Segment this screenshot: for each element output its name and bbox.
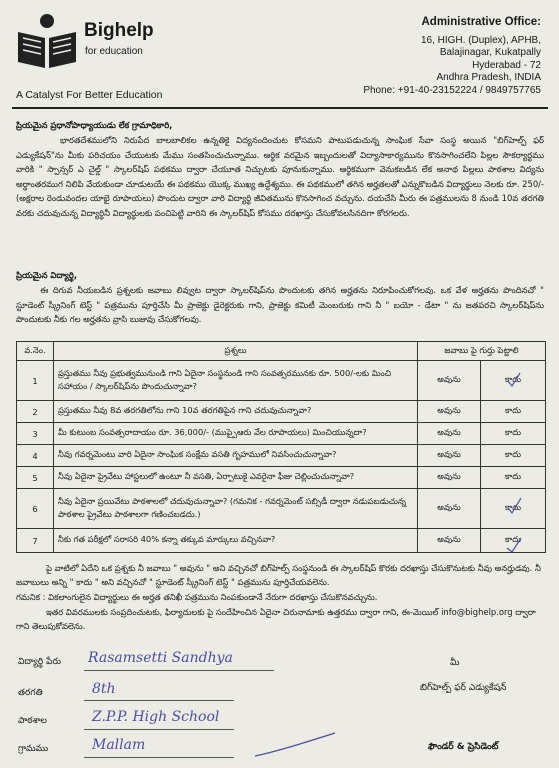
- paragraph-instructions: ఈ దిగువ నీయబడిన ప్రశ్నలకు జవాబు లివ్వుట ద్వారా స్కాలర్‌షిప్‌ను పొందుటకు తగిన అర్హతను నిరూపించుకోగలవు. ఒక వేళ అర్హతను పొందినచో " స్టూడెంట్ స్క్రీనింగ్ టెస్ట్ " పత్రమును పూర్తిచేసి మీ ప్రాజెక్టు డైరెక్టరుకు గాని, ప్రాజెక్టు కమిటీ మెంబరుకు గాని నీ " బయో - డేటా " ను జతపరచి స్కాలర్‌షిప్‌ను పొందుటకు నీకు గల అర్హతను వ్రాసి బుజువు చేసుకోగలవు.: [16, 285, 544, 325]
- row-question: నీవు గవర్నమెంటు వారి ఏదైనా సాంఘిక సంక్షేమ వసతి గృహములో నివసించుచున్నావా?: [54, 445, 418, 467]
- col-answer-header: జవాబు పై గుర్తు పెట్టాలి: [418, 342, 546, 361]
- signature-stroke-icon: [250, 730, 340, 760]
- no-option[interactable]: కాదు: [481, 467, 546, 489]
- table-row: [17, 529, 546, 553]
- row-number: 6: [17, 489, 54, 529]
- signoff-founder: ఫౌండర్ & ప్రెసిడెంట్: [428, 742, 499, 752]
- table-row: [17, 423, 546, 445]
- row-question: ప్రస్తుతము నీవు ప్రభుత్వమునుండి గాని ఏదైనా సంస్థనుండి గాని సంవత్సరమునకు రూ. 500/-లకు మించి సహాయం / స్కాలర్‌షిప్‌ను పొందుచున్నావా?: [54, 361, 418, 401]
- eligibility-table: [16, 341, 546, 553]
- office-title: Administrative Office:: [421, 16, 541, 28]
- school-underline: [84, 729, 234, 730]
- yes-option[interactable]: అవును: [418, 529, 481, 553]
- row-number: 2: [17, 401, 54, 423]
- tagline: A Catalyst For Better Education: [16, 89, 163, 101]
- signoff-yours: మీ: [450, 658, 460, 668]
- office-address: [311, 16, 541, 98]
- student-name-value[interactable]: Rasamsetti Sandhya: [88, 650, 233, 666]
- school-label: పాఠశాల: [18, 716, 47, 726]
- village-underline: [84, 757, 234, 758]
- table-row: [17, 361, 546, 401]
- office-phone: Phone: +91-40-23152224 / 9849757765: [363, 84, 541, 96]
- signoff-org: బిగ్‌హెల్ప్ ఫర్ ఎడ్యుకేషన్: [420, 683, 507, 693]
- col-number-header: వ.నెం.: [17, 342, 54, 361]
- no-option[interactable]: కాదు: [481, 445, 546, 467]
- school-value[interactable]: Z.P.P. High School: [92, 709, 220, 725]
- no-option[interactable]: కాదు: [481, 529, 546, 553]
- village-label: గ్రామము: [18, 744, 49, 754]
- salutation-headmaster: [16, 118, 544, 133]
- no-option[interactable]: కాదు: [481, 489, 546, 529]
- header-divider: [12, 107, 548, 109]
- yes-option[interactable]: అవును: [418, 401, 481, 423]
- table-row: [17, 489, 546, 529]
- no-option[interactable]: కాదు: [481, 401, 546, 423]
- row-question: ప్రస్తుతము నీవు 8వ తరగతిలోను గాని 10వ తరగతిపైన గాని చదువుచున్నావా?: [54, 401, 418, 423]
- salutation2-text: ప్రియమైన విద్యార్థి,: [16, 270, 78, 280]
- class-value[interactable]: 8th: [92, 681, 116, 697]
- brand-subtitle: for education: [85, 46, 143, 57]
- table-row: [17, 445, 546, 467]
- office-line: 16, HIGH. (Duplex), APHB,: [420, 34, 541, 46]
- paragraph-intro: భారతదేశములోని నిరుపేద బాలబాలికల ఉన్నతికై విద్యనందించుట కోసమని పాటుపడుచున్న సాంఘిక సేవా సంస్థ అయిన "బిగ్‌హెల్ప్ ఫర్ ఎడ్యుకేషన్"ను మీకు పరిచయం చేయుటకు మేము సంతసించుచున్నాము. ఆర్థిక వరమైన ఇబ్బందులతో విద్యాసాకార్యమును కొనసాగించలేని పిల్లల సౌకర్యార్థము వారికి " స్పాన్సర్ ఎ చైల్డ్ " స్కాలర్‌షిప్ పథకము ద్వారా చేయూత నిచ్చుటకు పూనుకున్నాము. ఆర్థికముగా వెనుకబడిన లేక అనాథ పిల్లలు పాఠశాల విద్యను అర్థాంతరముగ నిలిపి వేయకుండా చూడుటయే ఈ పథకము యొక్క ముఖ్య ఉద్దేశ్యము. ఈ పథకములో తగిన అర్హతలతో ఎన్నుకొబడిన విద్యార్థులు నెలకు రూ. 250/- (అక్షరాల రెండువందల యాభై రూపాయలు) పొందుట ద్వారా వారి విద్యార్థి జీవితమును కొనసాగించ వచ్చును. దయచేసి మీరు ఈ పత్రములను 8 నుండి 10వ తరగతి వరకు చదువుచున్న విద్యార్థినీ విద్యార్థులకు పంచిపెట్టి వారిని ఈ స్కాలర్‌షిప్ కోసము దరఖాస్తు చేసుకోవలసినదిగా కోరగలరు.: [16, 135, 544, 218]
- yes-option[interactable]: అవును: [418, 361, 481, 401]
- yes-option[interactable]: అవును: [418, 423, 481, 445]
- note-contact: ఇతర వివరములకు సంప్రదించుటకు, ఫిర్యాదులకు పై సందేహించిన ఏదైనా చిరునామాకు ఉత్తరము ద్వారా గాని, ఈ-మెయిల్ info@bighelp.org ద్వారా గాని తెలుపుకోవలెను.: [16, 607, 536, 632]
- yes-option[interactable]: అవును: [418, 489, 481, 529]
- yes-option[interactable]: అవును: [418, 445, 481, 467]
- office-line: Andhra Pradesh, INDIA: [436, 72, 541, 84]
- row-question: నీవు ఏదైనా ప్రైవేటు హాస్టలులో ఉంటూ నీ వసతి, ఏర్పాటుకై ఎవరైనా ఫీజు చెల్లించుచున్నావా?: [54, 467, 418, 489]
- note-eligibility: పై వాటిలో ఏదేని ఒక ప్రశ్నకు నీ జవాబు " అవును " అని వచ్చినచో బిగ్‌హెల్ప్ సంస్థనుండి ఈ స్కాలర్‌షిప్ కొరకు దరఖాస్తు చేసుకొనుటకు నీవు అనర్హుడవు. నీ జవాబులు అన్ని " కాదు " అని వచ్చినచో " స్టూడెంట్ స్క్రీనింగ్ టెస్ట్ " పత్రమును పూర్తిచేయవలెను.: [16, 563, 541, 588]
- village-value[interactable]: Mallam: [92, 737, 146, 753]
- row-number: 1: [17, 361, 54, 401]
- yes-option[interactable]: అవును: [418, 467, 481, 489]
- note-disabled: గమనిక : వికలాంగులైన విద్యార్థులు ఈ అర్హత తనిఖీ పత్రమును నింపకుండానే నేరుగా దరఖాస్తు చేసుకొనవచ్చును.: [16, 592, 378, 602]
- name-underline: [84, 670, 274, 671]
- table-header-row: [17, 342, 546, 361]
- row-question: నీకు గత పరీక్షలో సరాసరి 40% కన్నా తక్కువ మార్కులు వచ్చినవా?: [54, 529, 418, 553]
- no-option[interactable]: కాదు: [481, 423, 546, 445]
- student-name-label: విద్యార్థి పేరు: [18, 657, 61, 667]
- salutation-student: [16, 268, 544, 283]
- no-option[interactable]: కాదు: [481, 361, 546, 401]
- office-line: Balajinagar, Kukatpally: [439, 47, 541, 59]
- row-number: 7: [17, 529, 54, 553]
- row-number: 4: [17, 445, 54, 467]
- col-question-header: ప్రశ్నలు: [54, 342, 418, 361]
- office-line: Hyderabad - 72: [472, 59, 541, 71]
- table-row: [17, 467, 546, 489]
- row-question: నీవు ఏదైనా ప్రయివేటు పాఠశాలలో చదువుచున్నావా? (గమనిక - గవర్నమెంట్ సబ్సిడీ ద్వారా నడుపబడుచున్న పాఠశాల ప్రైవేటు పాఠశాలగా గణించబడదు.): [54, 489, 418, 529]
- book-person-logo-icon: [16, 12, 78, 70]
- table-row: [17, 401, 546, 423]
- salutation-text: ప్రియమైన ప్రధానోపాధ్యాయుడు లేక గ్రామాధికారి,: [16, 120, 173, 130]
- class-underline: [84, 700, 234, 701]
- row-question: మీ కుటుంబ సంవత్సరాదాయం రూ. 36,000/- (ముప్పైఆరు వేల రూపాయలు) మించియున్నదా?: [54, 423, 418, 445]
- row-number: 3: [17, 423, 54, 445]
- class-label: తరగతి: [18, 688, 43, 698]
- row-number: 5: [17, 467, 54, 489]
- brand-name: Bighelp: [84, 20, 154, 41]
